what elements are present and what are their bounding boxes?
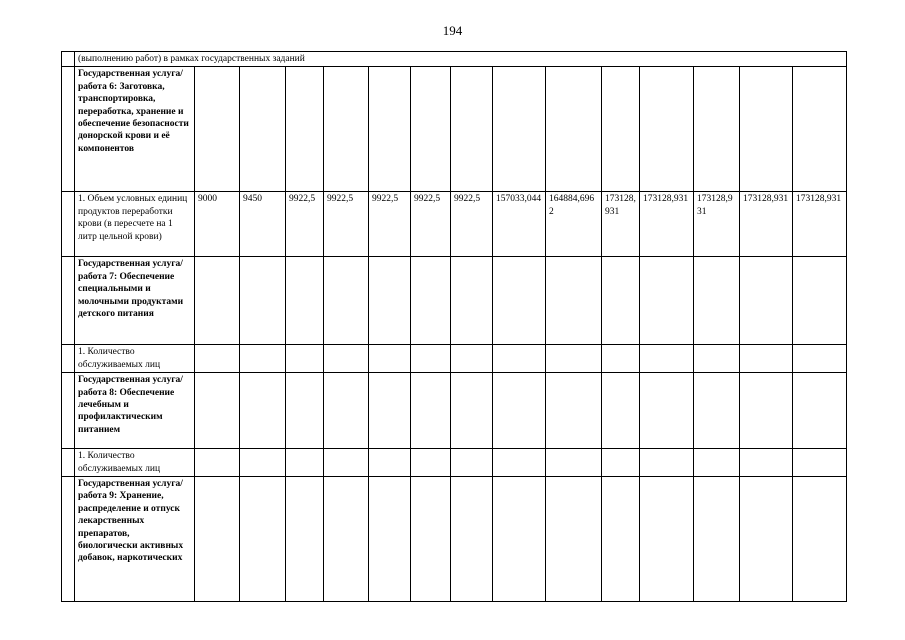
index-cell [62, 67, 75, 192]
value-cell [451, 449, 493, 477]
value-cell [324, 449, 369, 477]
empty-cell [286, 477, 324, 602]
value-cell [640, 449, 694, 477]
value-cell [602, 345, 640, 373]
empty-cell [793, 67, 847, 192]
value-cell [286, 449, 324, 477]
empty-cell [411, 67, 451, 192]
value-cell: 173128,931 [793, 192, 847, 257]
empty-cell [240, 257, 286, 345]
value-cell [793, 345, 847, 373]
value-cell [195, 449, 240, 477]
empty-cell [195, 477, 240, 602]
empty-cell [493, 477, 546, 602]
header-row [62, 52, 847, 67]
empty-cell [793, 477, 847, 602]
service-title: Государственная услуга/работа 7: Обеспечение специальными и молочными продуктами детского питания [75, 257, 195, 345]
service-title: Государственная услуга/работа 9: Хранение, распределение и отпуск лекарственных препаратов, биологически активных добавок, наркотических [75, 477, 195, 602]
empty-cell [694, 477, 740, 602]
empty-cell [411, 257, 451, 345]
value-cell [451, 345, 493, 373]
state-tasks-table [61, 51, 847, 602]
value-cell: 9922,5 [451, 192, 493, 257]
value-cell [411, 345, 451, 373]
value-cell: 9922,5 [324, 192, 369, 257]
value-cell [369, 449, 411, 477]
indicator-label: 1. Объем условных единиц продуктов переработки крови (в пересчете на 1 литр цельной крови) [75, 192, 195, 257]
value-cell [546, 449, 602, 477]
empty-cell [793, 373, 847, 449]
empty-cell [240, 477, 286, 602]
value-cell: 9922,5 [286, 192, 324, 257]
empty-cell [793, 257, 847, 345]
empty-cell [546, 257, 602, 345]
empty-cell [493, 67, 546, 192]
empty-cell [369, 67, 411, 192]
value-cell: 173128,931 [640, 192, 694, 257]
service-title-row [62, 257, 847, 345]
empty-cell [286, 67, 324, 192]
index-cell [62, 373, 75, 449]
value-cell [740, 345, 793, 373]
empty-cell [546, 373, 602, 449]
service-title: Государственная услуга/работа 8: Обеспечение лечебным и профилактическим питанием [75, 373, 195, 449]
empty-cell [694, 67, 740, 192]
indicator-row [62, 449, 847, 477]
value-cell: 9450 [240, 192, 286, 257]
empty-cell [602, 373, 640, 449]
empty-cell [546, 67, 602, 192]
value-cell [286, 345, 324, 373]
empty-cell [195, 257, 240, 345]
empty-cell [493, 257, 546, 345]
value-cell [694, 345, 740, 373]
empty-cell [286, 257, 324, 345]
empty-cell [369, 477, 411, 602]
value-cell [195, 345, 240, 373]
value-cell [493, 449, 546, 477]
empty-cell [640, 257, 694, 345]
value-cell: 9922,5 [369, 192, 411, 257]
value-cell: 157033,044 [493, 192, 546, 257]
index-cell [62, 477, 75, 602]
value-cell [793, 449, 847, 477]
indicator-row [62, 192, 847, 257]
empty-cell [546, 477, 602, 602]
empty-cell [493, 373, 546, 449]
value-cell [694, 449, 740, 477]
value-cell [411, 449, 451, 477]
value-cell [240, 345, 286, 373]
value-cell: 9922,5 [411, 192, 451, 257]
empty-cell [324, 257, 369, 345]
value-cell: 9000 [195, 192, 240, 257]
empty-cell [740, 67, 793, 192]
index-cell [62, 192, 75, 257]
empty-cell [411, 373, 451, 449]
service-title-row [62, 67, 847, 192]
empty-cell [451, 373, 493, 449]
empty-cell [240, 373, 286, 449]
empty-cell [451, 67, 493, 192]
empty-cell [324, 477, 369, 602]
empty-cell [640, 67, 694, 192]
indicator-label: 1. Количество обслуживаемых лиц [75, 449, 195, 477]
empty-cell [324, 373, 369, 449]
value-cell: 173128,931 [602, 192, 640, 257]
value-cell: 164884,6962 [546, 192, 602, 257]
empty-cell [286, 373, 324, 449]
empty-cell [602, 477, 640, 602]
service-title-row [62, 373, 847, 449]
service-title: Государственная услуга/работа 6: Заготовка, транспортировка, переработка, хранение и обеспечение безопасности донорской крови и её компонентов [75, 67, 195, 192]
header-text: (выполнению работ) в рамках государственных заданий [75, 52, 847, 67]
empty-cell [640, 373, 694, 449]
empty-cell [694, 257, 740, 345]
index-cell [62, 257, 75, 345]
empty-cell [740, 257, 793, 345]
empty-cell [369, 257, 411, 345]
indicator-label: 1. Количество обслуживаемых лиц [75, 345, 195, 373]
value-cell [740, 449, 793, 477]
value-cell [493, 345, 546, 373]
empty-cell [602, 257, 640, 345]
empty-cell [740, 373, 793, 449]
service-title-row [62, 477, 847, 602]
empty-cell [602, 67, 640, 192]
empty-cell [451, 257, 493, 345]
value-cell [369, 345, 411, 373]
page-number: 194 [442, 23, 463, 38]
empty-cell [740, 477, 793, 602]
empty-cell [640, 477, 694, 602]
empty-cell [324, 67, 369, 192]
value-cell [324, 345, 369, 373]
empty-cell [240, 67, 286, 192]
empty-cell [195, 373, 240, 449]
value-cell [546, 345, 602, 373]
value-cell: 173128,931 [694, 192, 740, 257]
value-cell: 173128,931 [740, 192, 793, 257]
empty-cell [195, 67, 240, 192]
value-cell [602, 449, 640, 477]
index-cell [62, 52, 75, 67]
value-cell [240, 449, 286, 477]
empty-cell [451, 477, 493, 602]
index-cell [62, 345, 75, 373]
indicator-row [62, 345, 847, 373]
index-cell [62, 449, 75, 477]
value-cell [640, 345, 694, 373]
empty-cell [411, 477, 451, 602]
empty-cell [694, 373, 740, 449]
empty-cell [369, 373, 411, 449]
